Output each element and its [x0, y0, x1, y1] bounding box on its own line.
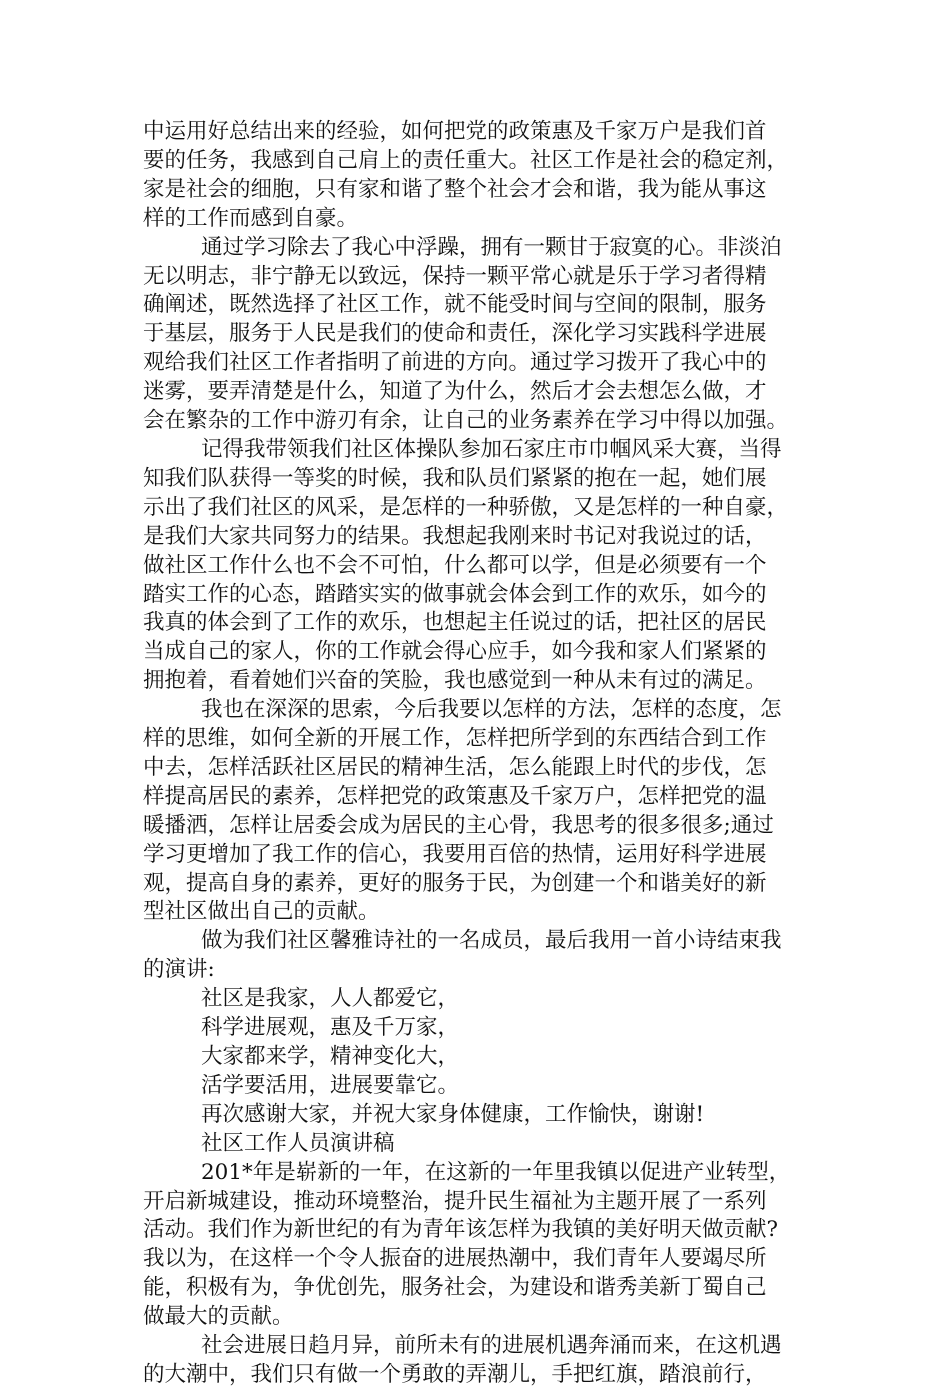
text-line: 当成自己的家人，你的工作就会得心应手，如今我和家人们紧紧的 — [143, 639, 767, 665]
text-line: 做为我们社区馨雅诗社的一名成员，最后我用一首小诗结束我 — [201, 928, 782, 954]
text-line: 确阐述，既然选择了社区工作，就不能受时间与空间的限制，服务 — [143, 292, 767, 318]
text-line: 记得我带领我们社区体操队参加石家庄市巾帼风采大赛，当得 — [201, 436, 782, 462]
text-line: 社区是我家，人人都爱它， — [201, 986, 460, 1012]
text-line: 观给我们社区工作者指明了前进的方向。通过学习拨开了我心中的 — [143, 350, 767, 376]
text-line: 通过学习除去了我心中浮躁，拥有一颗甘于寂寞的心。非淡泊 — [201, 234, 782, 260]
text-line: 能，积极有为，争优创先，服务社会，为建设和谐秀美新丁蜀自己 — [143, 1275, 767, 1301]
text-line: 做最大的贡献。 — [143, 1304, 294, 1330]
text-line: 型社区做出自己的贡献。 — [143, 899, 380, 925]
text-line: 迷雾，要弄清楚是什么，知道了为什么，然后才会去想怎么做，才 — [143, 379, 767, 405]
text-line: 样提高居民的素养，怎样把党的政策惠及千家万户，怎样把党的温 — [143, 783, 767, 809]
text-line: 我也在深深的思索，今后我要以怎样的方法，怎样的态度，怎 — [201, 697, 782, 723]
text-line: 会在繁杂的工作中游刃有余，让自己的业务素养在学习中得以加强。 — [143, 408, 789, 434]
text-line: 于基层，服务于人民是我们的使命和责任，深化学习实践科学进展 — [143, 321, 767, 347]
text-line: 家是社会的细胞，只有家和谐了整个社会才会和谐，我为能从事这 — [143, 176, 767, 202]
text-line: 201*年是崭新的一年，在这新的一年里我镇以促进产业转型， — [201, 1159, 791, 1185]
text-line: 做社区工作什么也不会不可怕，什么都可以学，但是必须要有一个 — [143, 552, 767, 578]
text-line: 大家都来学，精神变化大， — [201, 1044, 460, 1069]
text-line: 的演讲: — [143, 957, 215, 983]
text-line: 中去，怎样活跃社区居民的精神生活，怎么能跟上时代的步伐，怎 — [143, 754, 767, 780]
text-line: 要的任务，我感到自己肩上的责任重大。社区工作是社会的稳定剂， — [143, 147, 789, 173]
text-line: 示出了我们社区的风采，是怎样的一种骄傲，又是怎样的一种自豪， — [143, 494, 789, 520]
text-line: 观，提高自身的素养，更好的服务于民，为创建一个和谐美好的新 — [143, 870, 767, 896]
document-body — [143, 118, 813, 1390]
text-line: 暖播洒，怎样让居委会成为居民的主心骨，我思考的很多很多;通过 — [143, 812, 774, 838]
text-line: 社区工作人员演讲稿 — [201, 1130, 395, 1156]
text-line: 科学进展观，惠及千万家， — [201, 1015, 460, 1041]
text-line: 活学要活用，进展要靠它。 — [201, 1072, 460, 1098]
text-line: 再次感谢大家，并祝大家身体健康，工作愉快，谢谢! — [201, 1101, 705, 1127]
text-line: 学习更增加了我工作的信心，我要用百倍的热情，运用好科学进展 — [143, 841, 767, 867]
text-line: 活动。我们作为新世纪的有为青年该怎样为我镇的美好明天做贡献? — [143, 1217, 779, 1243]
text-line: 踏实工作的心态，踏踏实实的做事就会体会到工作的欢乐，如今的 — [143, 581, 767, 607]
text-line: 中运用好总结出来的经验，如何把党的政策惠及千家万户是我们首 — [143, 119, 767, 144]
text-line: 我真的体会到了工作的欢乐，也想起主任说过的话，把社区的居民 — [143, 610, 767, 636]
text-line: 无以明志，非宁静无以致远，保持一颗平常心就是乐于学习者得精 — [143, 263, 767, 289]
text-line: 社会进展日趋月异，前所未有的进展机遇奔涌而来，在这机遇 — [201, 1333, 782, 1359]
text-line: 样的思维，如何全新的开展工作，怎样把所学到的东西结合到工作 — [143, 726, 767, 752]
text-line: 知我们队获得一等奖的时候，我和队员们紧紧的抱在一起，她们展 — [143, 465, 767, 491]
text-line: 开启新城建设，推动环境整治，提升民生福祉为主题开展了一系列 — [143, 1188, 767, 1214]
text-line: 是我们大家共同努力的结果。我想起我刚来时书记对我说过的话， — [143, 523, 767, 549]
text-line: 样的工作而感到自豪。 — [143, 205, 359, 231]
text-line: 的大潮中，我们只有做一个勇敢的弄潮儿，手把红旗，踏浪前行， — [143, 1361, 767, 1387]
text-line: 我以为，在这样一个令人振奋的进展热潮中，我们青年人要竭尽所 — [143, 1246, 767, 1272]
text-line: 拥抱着，看着她们兴奋的笑脸，我也感觉到一种从未有过的满足。 — [143, 668, 767, 694]
